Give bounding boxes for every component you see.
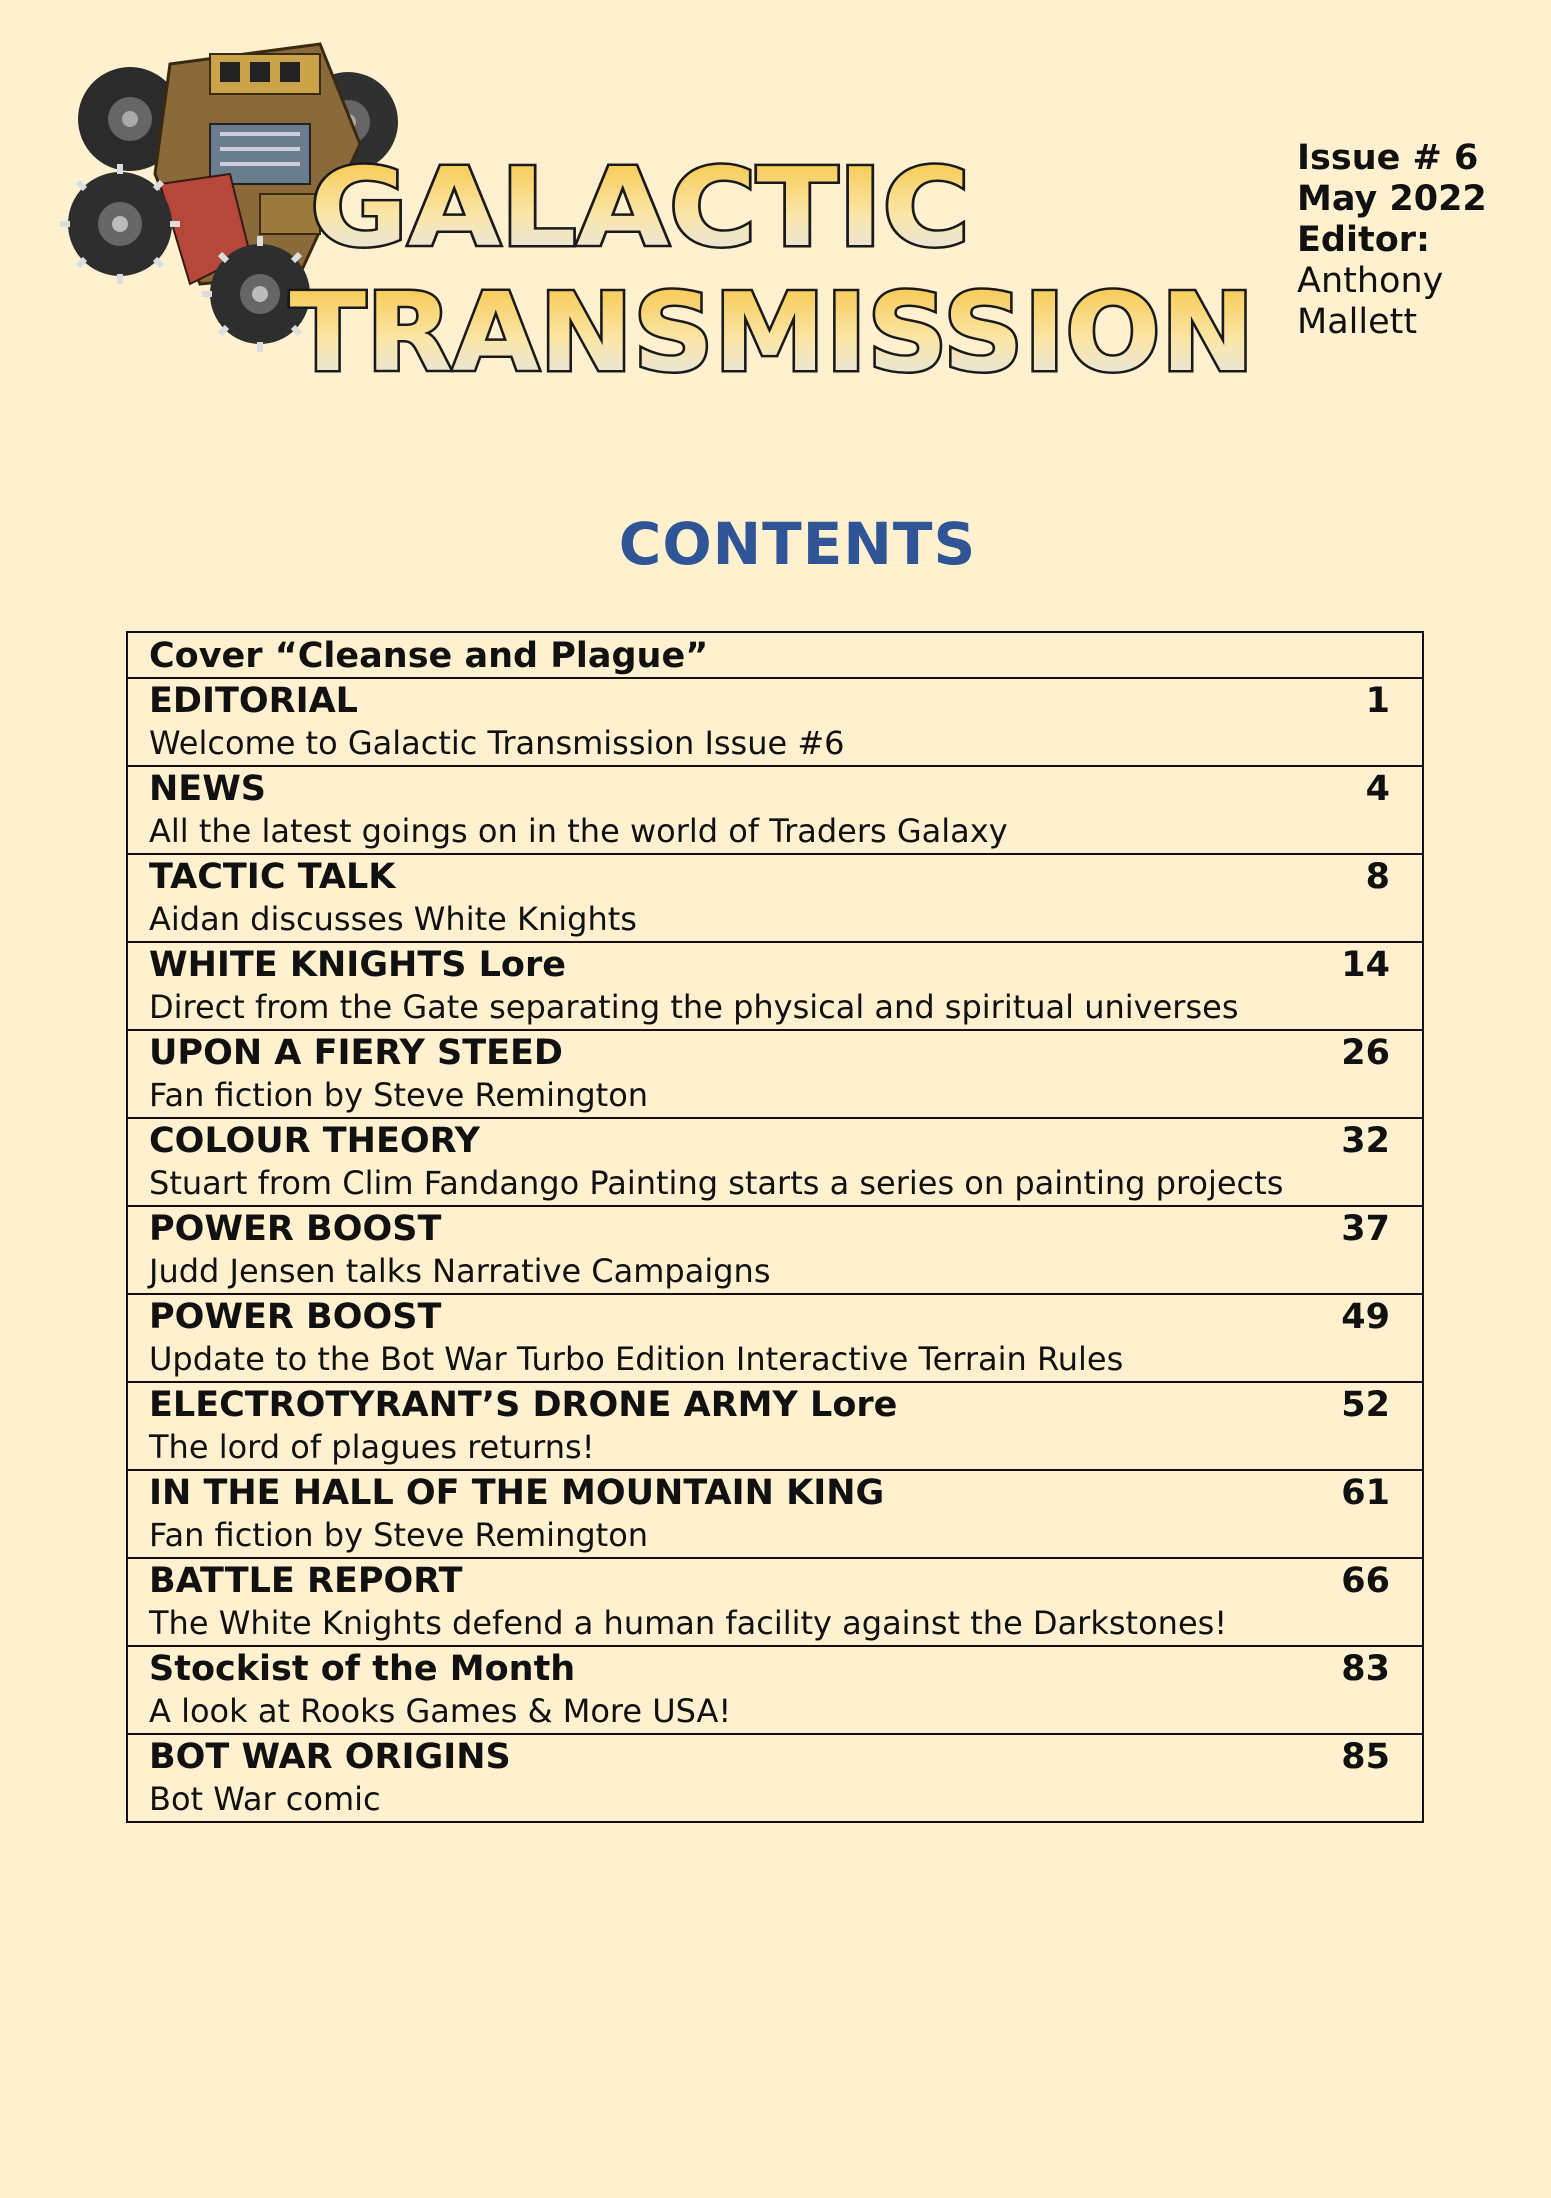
- toc-entry[interactable]: [128, 1559, 1422, 1647]
- entry-page-number: 83: [1341, 1649, 1390, 1689]
- entry-description: Stuart from Clim Fandango Painting starts a series on painting projects: [149, 1164, 1284, 1202]
- entry-title: EDITORIAL: [149, 681, 358, 721]
- cover-row: Cover “Cleanse and Plague”: [128, 633, 1422, 679]
- masthead-line-2: TRANSMISSION: [289, 271, 1255, 390]
- entry-page-number: 85: [1341, 1737, 1390, 1777]
- entry-description: All the latest goings on in the world of Traders Galaxy: [149, 812, 1008, 850]
- toc-entry[interactable]: [128, 1383, 1422, 1471]
- entry-description: Judd Jensen talks Narrative Campaigns: [149, 1252, 771, 1290]
- entry-title: TACTIC TALK: [149, 857, 396, 897]
- entry-title: NEWS: [149, 769, 267, 809]
- entry-page-number: 66: [1341, 1561, 1390, 1601]
- entry-description: Update to the Bot War Turbo Edition Interactive Terrain Rules: [149, 1340, 1124, 1378]
- wheel-front-left: [60, 164, 180, 284]
- entry-title: COLOUR THEORY: [149, 1121, 481, 1161]
- masthead-title: [285, 130, 1285, 390]
- entry-title: Stockist of the Month: [149, 1649, 576, 1689]
- toc-entry[interactable]: [128, 1207, 1422, 1295]
- entry-description: Fan fiction by Steve Remington: [149, 1516, 649, 1554]
- entry-page-number: 49: [1341, 1297, 1390, 1337]
- editor-last-name: Mallett: [1297, 302, 1418, 342]
- contents-table: [126, 631, 1424, 1823]
- toc-entry[interactable]: [128, 1735, 1422, 1821]
- entry-description: Welcome to Galactic Transmission Issue #6: [149, 724, 845, 762]
- issue-info: [1297, 138, 1487, 343]
- entry-description: Fan fiction by Steve Remington: [149, 1076, 649, 1114]
- toc-entry[interactable]: [128, 943, 1422, 1031]
- entry-title: IN THE HALL OF THE MOUNTAIN KING: [149, 1473, 885, 1513]
- entry-title: ELECTROTYRANT’S DRONE ARMY Lore: [149, 1385, 898, 1425]
- entry-description: Aidan discusses White Knights: [149, 900, 637, 938]
- issue-date: May 2022: [1297, 179, 1487, 219]
- entry-title: BOT WAR ORIGINS: [149, 1737, 511, 1777]
- issue-number: Issue # 6: [1297, 138, 1479, 178]
- toc-entry[interactable]: [128, 855, 1422, 943]
- masthead-line-1: GALACTIC: [310, 146, 970, 271]
- entry-title: WHITE KNIGHTS Lore: [149, 945, 566, 985]
- entry-description: Direct from the Gate separating the physical and spiritual universes: [149, 988, 1239, 1026]
- editor-first-name: Anthony: [1297, 261, 1444, 301]
- entry-title: UPON A FIERY STEED: [149, 1033, 563, 1073]
- entry-description: The lord of plagues returns!: [149, 1428, 595, 1466]
- toc-entry[interactable]: [128, 679, 1422, 767]
- entry-page-number: 26: [1341, 1033, 1390, 1073]
- toc-entry[interactable]: [128, 1471, 1422, 1559]
- contents-heading: CONTENTS: [618, 510, 977, 578]
- entry-page-number: 1: [1365, 681, 1390, 721]
- entry-page-number: 4: [1365, 769, 1390, 809]
- entry-page-number: 61: [1341, 1473, 1390, 1513]
- entry-page-number: 52: [1341, 1385, 1390, 1425]
- entry-title: POWER BOOST: [149, 1209, 442, 1249]
- entry-page-number: 8: [1365, 857, 1390, 897]
- toc-entry[interactable]: [128, 767, 1422, 855]
- toc-entry[interactable]: [128, 1647, 1422, 1735]
- entry-description: Bot War comic: [149, 1780, 381, 1818]
- entry-page-number: 14: [1341, 945, 1390, 985]
- toc-entry[interactable]: [128, 1295, 1422, 1383]
- entry-description: The White Knights defend a human facility against the Darkstones!: [149, 1604, 1228, 1642]
- editor-label: Editor:: [1297, 220, 1430, 260]
- entry-description: A look at Rooks Games & More USA!: [149, 1692, 732, 1730]
- entry-page-number: 32: [1341, 1121, 1390, 1161]
- toc-entry[interactable]: [128, 1031, 1422, 1119]
- entry-title: POWER BOOST: [149, 1297, 442, 1337]
- entry-page-number: 37: [1341, 1209, 1390, 1249]
- entry-title: BATTLE REPORT: [149, 1561, 463, 1601]
- toc-entry[interactable]: [128, 1119, 1422, 1207]
